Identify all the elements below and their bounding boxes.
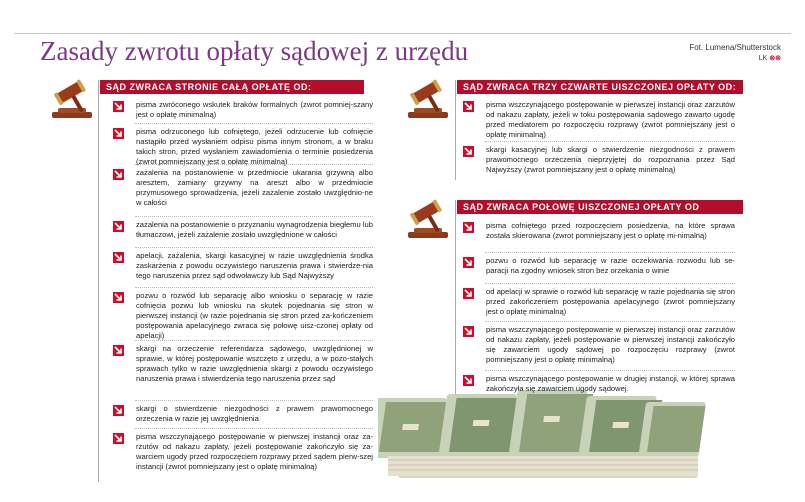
photo-credit-text: Fot. Lumena/Shutterstock: [689, 43, 781, 52]
list-item: [113, 127, 373, 167]
item-separator: [135, 340, 373, 341]
author-mark-icon: ⊗⊗: [769, 55, 781, 62]
arrow-bullet-icon: [113, 252, 124, 263]
author-tag: [689, 53, 781, 64]
list-item: [113, 432, 373, 472]
list-item-text: skargi o stwierdzenie niezgodności z prawem prawomocnego orzeczenia w razie jej uwzględnienia: [136, 404, 373, 423]
item-separator: [135, 428, 373, 429]
list-item: [463, 221, 735, 241]
arrow-bullet-icon: [113, 128, 124, 139]
item-separator: [485, 252, 735, 253]
arrow-bullet-icon: [463, 326, 474, 337]
list-item: [463, 374, 735, 394]
page-title: Zasady zwrotu opłaty sądowej z urzędu: [40, 36, 469, 66]
list-item: [113, 344, 373, 384]
list-item-text: pozwu o rozwód lub separację w razie oczekiwania rozwodu lub se-paracji na zgodny wniosek stron bez orzekania o winie: [486, 256, 735, 275]
item-separator: [135, 247, 373, 248]
item-separator: [135, 164, 373, 165]
item-separator: [135, 400, 373, 401]
list-item-text: zażalenia na postanowienie w przedmiocie ukarania grzywną albo aresztem, zamiany grzywny na areszt albo w przedmiocie przymusowego sprowadzenia, jeżeli zażalenie zostało uwzględnio-ne w całości: [136, 168, 373, 207]
arrow-bullet-icon: [463, 101, 474, 112]
list-item-text: pisma zwróconego wskutek braków formalnych (zwrot pomniej-szany jest o opłatę minimalną): [136, 100, 373, 119]
gavel-icon: [400, 198, 456, 240]
list-item: [463, 256, 735, 276]
left-divider: [98, 80, 99, 482]
list-item-text: pisma wszczynającego postępowanie w pierwszej instancji oraz zarzutów od nakazu zapłaty, jeżeli w toku postępowania sądowego zawarto ugodę przed mediatorem po rozpoczęciu rozprawy (zwrot pomniejszany jest o opłatę minimalną): [486, 100, 735, 139]
list-item-text: apelacji, zażalenia, skargi kasacyjnej w razie uwzględnienia środka zaskarżenia z powodu oczywistego naruszenia prawa i stwierdze-nia tego naruszenia przez sąd odwoławczy lub Sąd Najwyższy: [136, 251, 373, 280]
item-separator: [135, 123, 373, 124]
right-bottom-heading: SĄD ZWRACA POŁOWĘ UISZCZONEJ OPŁATY OD: [457, 200, 743, 214]
list-item-text: od apelacji w sprawie o rozwód lub separację w razie pojednania się stron przed zakończeniem postępowania apelacyjnego (zwrot pomniejszany jest o opłatę minimalną): [486, 287, 735, 316]
list-item-text: pozwu o rozwód lub separację albo wniosku o separację w razie cofnięcia pozwu lub wniosku na skutek pojednania się stron w pierwszej instancji (w razie pojednania się stron przed za-kończeniem postępowania apelacyjnego zwraca się połowę uisz-czonej opłaty od apelacji): [136, 291, 373, 340]
left-heading: SĄD ZWRACA STRONIE CAŁĄ OPŁATĘ OD:: [100, 80, 364, 94]
list-item: [113, 251, 373, 281]
item-separator: [485, 141, 735, 142]
item-separator: [135, 216, 373, 217]
photo-credit: [689, 42, 781, 64]
author-tag-text: LK: [758, 55, 768, 62]
arrow-bullet-icon: [113, 405, 124, 416]
arrow-bullet-icon: [463, 222, 474, 233]
list-item: [113, 100, 373, 120]
list-item-text: pisma wszczynającego postępowanie w pierwszej instancji oraz za-rzutów od nakazu zapłaty, jeżeli postępowanie zakończyło się za-warciem ugody przed rozpoczęciem rozprawy przed sądem pierw-szej instancji (zwrot pomniejszany jest o opłatę minimalną): [136, 432, 373, 471]
list-item: [463, 145, 735, 175]
list-item: [463, 100, 735, 140]
list-item: [463, 287, 735, 317]
list-item-text: zażalenia na postanowienie o przyznaniu wynagrodzenia biegłemu lub tłumaczowi, jeżeli zażalenie zostało uwzględnione w całości: [136, 220, 373, 239]
item-separator: [485, 321, 735, 322]
list-item-text: pisma wszczynającego postępowanie w pierwszej instancji oraz zarzutów od nakazu zapłaty, jeżeli postępowanie w pierwszej instancji zakończyło się zawarciem ugody sądowej po rozpoczęciu rozprawy (zwrot pomniejszany jest o opłatę minimalną): [486, 325, 735, 364]
arrow-bullet-icon: [463, 257, 474, 268]
list-item-text: skargi na orzeczenie referendarza sądowego, uwzględnionej w sprawie, w której postępowanie wszczęto z urzędu, a w pozo-stałych sprawach tylko w razie uwzględnienia skargi z powodu oczywistego naruszenia prawa i stwierdzenia tego naruszenia przez sąd: [136, 344, 373, 383]
arrow-bullet-icon: [113, 292, 124, 303]
list-item: [113, 404, 373, 424]
item-separator: [485, 370, 735, 371]
arrow-bullet-icon: [113, 345, 124, 356]
item-separator: [485, 283, 735, 284]
list-item-text: pisma cofniętego przed rozpoczęciem posiedzenia, na które sprawa została skierowana (zwrot pomniejszany jest o opłatę mi-nimalną): [486, 221, 735, 240]
list-item: [113, 168, 373, 208]
list-item: [463, 325, 735, 365]
list-item-text: pisma odrzuconego lub cofniętego, jeżeli odrzucenie lub cofnięcie nastąpiło przed wysłaniem odpisu pisma innym stronom, a w braku takich stron, przed wysłaniem zawiadomienia o terminie posiedzenia (zwrot pomniejszany jest o opłatę minimalną): [136, 127, 373, 166]
arrow-bullet-icon: [463, 375, 474, 386]
arrow-bullet-icon: [113, 221, 124, 232]
arrow-bullet-icon: [463, 146, 474, 157]
list-item-text: pisma wszczynającego postępowanie w drugiej instancji, w której sprawa zakończyła się zawarciem ugody sądowej.: [486, 374, 735, 393]
list-item: [113, 220, 373, 240]
top-rule: [14, 33, 791, 34]
gavel-icon: [44, 78, 100, 120]
arrow-bullet-icon: [113, 169, 124, 180]
list-item-text: skargi kasacyjnej lub skargi o stwierdzenie niezgodności z prawem prawomocnego orzeczenia nieprzyjętej do rozpoznania przez Sąd Najwyższy (zwrot pomniejszany jest o opłatę minimalną): [486, 145, 735, 174]
banknotes-image: [378, 388, 708, 480]
arrow-bullet-icon: [113, 101, 124, 112]
arrow-bullet-icon: [113, 433, 124, 444]
gavel-icon: [400, 78, 456, 120]
right-top-heading: SĄD ZWRACA TRZY CZWARTE UISZCZONEJ OPŁATY OD:: [457, 80, 743, 94]
list-item: [113, 291, 373, 341]
arrow-bullet-icon: [463, 288, 474, 299]
item-separator: [135, 287, 373, 288]
